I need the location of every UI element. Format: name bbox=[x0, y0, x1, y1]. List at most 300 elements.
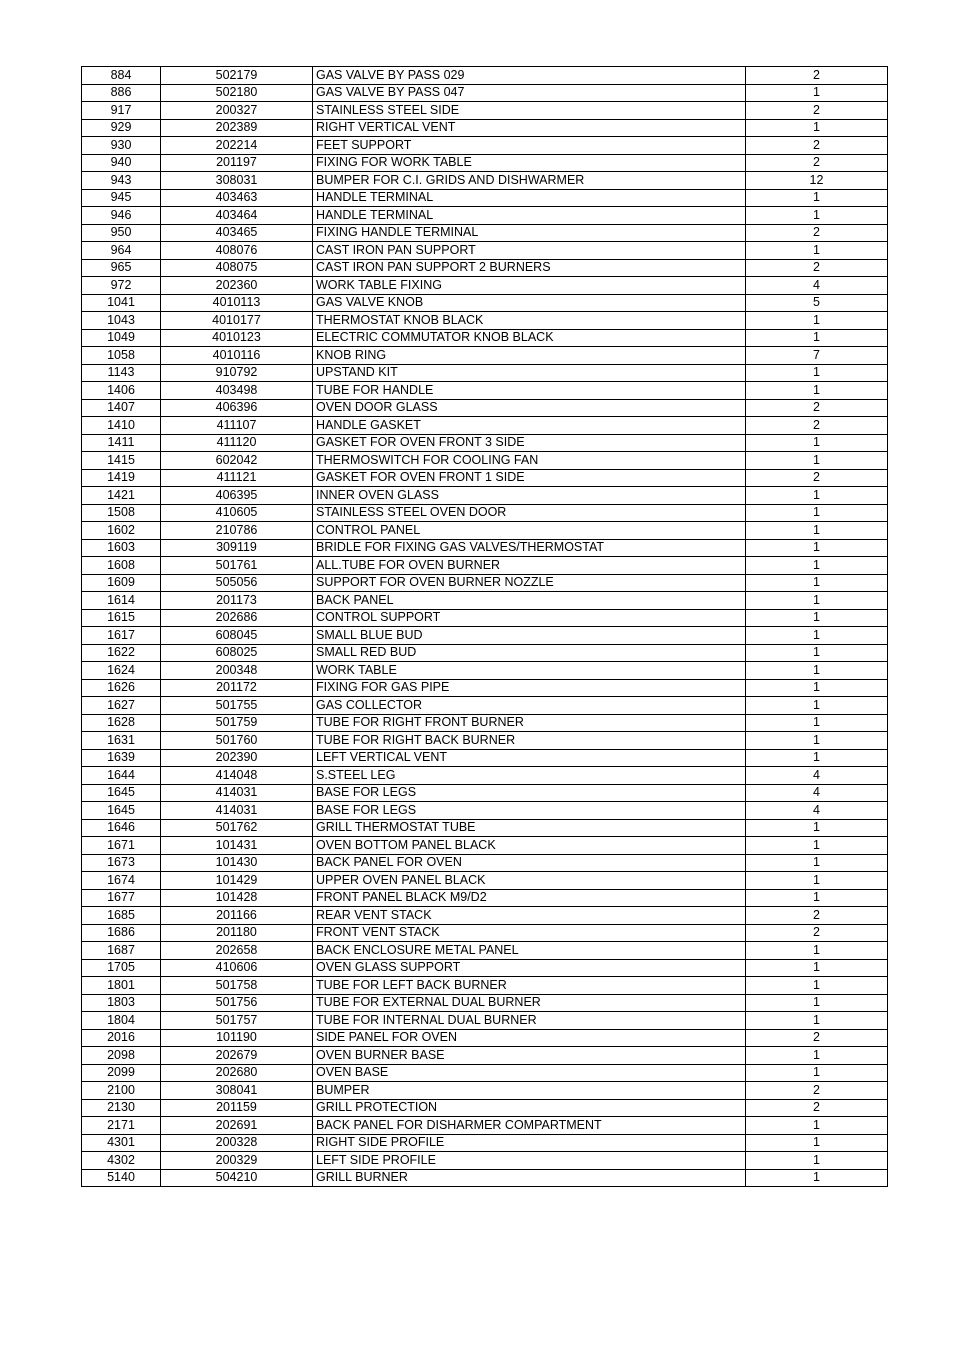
qty-cell: 12 bbox=[746, 172, 888, 190]
description-cell: GAS VALVE KNOB bbox=[313, 294, 746, 312]
description-cell: FEET SUPPORT bbox=[313, 137, 746, 155]
code-cell: 202214 bbox=[161, 137, 313, 155]
qty-cell: 1 bbox=[746, 819, 888, 837]
code-cell: 403464 bbox=[161, 207, 313, 225]
ref-cell: 1406 bbox=[82, 382, 161, 400]
description-cell: HANDLE GASKET bbox=[313, 417, 746, 435]
ref-cell: 1624 bbox=[82, 662, 161, 680]
description-cell: FRONT VENT STACK bbox=[313, 924, 746, 942]
table-row bbox=[82, 364, 888, 382]
qty-cell: 1 bbox=[746, 1012, 888, 1030]
table-row bbox=[82, 872, 888, 890]
ref-cell: 1628 bbox=[82, 714, 161, 732]
qty-cell: 1 bbox=[746, 592, 888, 610]
description-cell: UPPER OVEN PANEL BLACK bbox=[313, 872, 746, 890]
code-cell: 414048 bbox=[161, 767, 313, 785]
description-cell: GAS COLLECTOR bbox=[313, 697, 746, 715]
qty-cell: 1 bbox=[746, 1169, 888, 1187]
description-cell: CAST IRON PAN SUPPORT bbox=[313, 242, 746, 260]
ref-cell: 1508 bbox=[82, 504, 161, 522]
table-row bbox=[82, 714, 888, 732]
description-cell: CAST IRON PAN SUPPORT 2 BURNERS bbox=[313, 259, 746, 277]
description-cell: RIGHT VERTICAL VENT bbox=[313, 119, 746, 137]
description-cell: ELECTRIC COMMUTATOR KNOB BLACK bbox=[313, 329, 746, 347]
ref-cell: 884 bbox=[82, 67, 161, 85]
table-row bbox=[82, 1134, 888, 1152]
qty-cell: 1 bbox=[746, 522, 888, 540]
qty-cell: 1 bbox=[746, 889, 888, 907]
description-cell: RIGHT SIDE PROFILE bbox=[313, 1134, 746, 1152]
qty-cell: 1 bbox=[746, 434, 888, 452]
qty-cell: 2 bbox=[746, 259, 888, 277]
ref-cell: 1407 bbox=[82, 399, 161, 417]
ref-cell: 1043 bbox=[82, 312, 161, 330]
table-row bbox=[82, 67, 888, 85]
ref-cell: 1686 bbox=[82, 924, 161, 942]
description-cell: INNER OVEN GLASS bbox=[313, 487, 746, 505]
description-cell: TUBE FOR RIGHT BACK BURNER bbox=[313, 732, 746, 750]
ref-cell: 1685 bbox=[82, 907, 161, 925]
qty-cell: 1 bbox=[746, 679, 888, 697]
table-row bbox=[82, 294, 888, 312]
description-cell: GAS VALVE BY PASS 029 bbox=[313, 67, 746, 85]
ref-cell: 1671 bbox=[82, 837, 161, 855]
table-row bbox=[82, 242, 888, 260]
table-row bbox=[82, 784, 888, 802]
code-cell: 201180 bbox=[161, 924, 313, 942]
table-row bbox=[82, 959, 888, 977]
code-cell: 403465 bbox=[161, 224, 313, 242]
ref-cell: 1617 bbox=[82, 627, 161, 645]
description-cell: REAR VENT STACK bbox=[313, 907, 746, 925]
description-cell: TUBE FOR INTERNAL DUAL BURNER bbox=[313, 1012, 746, 1030]
qty-cell: 1 bbox=[746, 207, 888, 225]
table-row bbox=[82, 102, 888, 120]
ref-cell: 965 bbox=[82, 259, 161, 277]
qty-cell: 1 bbox=[746, 1117, 888, 1135]
ref-cell: 1603 bbox=[82, 539, 161, 557]
description-cell: CONTROL PANEL bbox=[313, 522, 746, 540]
code-cell: 201172 bbox=[161, 679, 313, 697]
code-cell: 202390 bbox=[161, 749, 313, 767]
description-cell: OVEN GLASS SUPPORT bbox=[313, 959, 746, 977]
description-cell: BACK PANEL FOR OVEN bbox=[313, 854, 746, 872]
ref-cell: 1058 bbox=[82, 347, 161, 365]
ref-cell: 1626 bbox=[82, 679, 161, 697]
qty-cell: 2 bbox=[746, 1082, 888, 1100]
code-cell: 602042 bbox=[161, 452, 313, 470]
code-cell: 202679 bbox=[161, 1047, 313, 1065]
qty-cell: 1 bbox=[746, 574, 888, 592]
code-cell: 414031 bbox=[161, 784, 313, 802]
ref-cell: 1639 bbox=[82, 749, 161, 767]
description-cell: OVEN BOTTOM PANEL BLACK bbox=[313, 837, 746, 855]
qty-cell: 1 bbox=[746, 732, 888, 750]
qty-cell: 1 bbox=[746, 714, 888, 732]
ref-cell: 929 bbox=[82, 119, 161, 137]
code-cell: 4010113 bbox=[161, 294, 313, 312]
table-row bbox=[82, 504, 888, 522]
qty-cell: 1 bbox=[746, 662, 888, 680]
table-row bbox=[82, 854, 888, 872]
ref-cell: 1644 bbox=[82, 767, 161, 785]
ref-cell: 946 bbox=[82, 207, 161, 225]
code-cell: 502179 bbox=[161, 67, 313, 85]
table-row bbox=[82, 1012, 888, 1030]
code-cell: 408075 bbox=[161, 259, 313, 277]
description-cell: BACK PANEL FOR DISHARMER COMPARTMENT bbox=[313, 1117, 746, 1135]
code-cell: 308031 bbox=[161, 172, 313, 190]
description-cell: STAINLESS STEEL OVEN DOOR bbox=[313, 504, 746, 522]
code-cell: 608045 bbox=[161, 627, 313, 645]
code-cell: 408076 bbox=[161, 242, 313, 260]
parts-table bbox=[81, 66, 888, 1187]
description-cell: ALL.TUBE FOR OVEN BURNER bbox=[313, 557, 746, 575]
qty-cell: 1 bbox=[746, 994, 888, 1012]
table-row bbox=[82, 889, 888, 907]
table-row bbox=[82, 469, 888, 487]
table-row bbox=[82, 679, 888, 697]
ref-cell: 1674 bbox=[82, 872, 161, 890]
table-row bbox=[82, 924, 888, 942]
table-row bbox=[82, 942, 888, 960]
code-cell: 410605 bbox=[161, 504, 313, 522]
code-cell: 201173 bbox=[161, 592, 313, 610]
code-cell: 910792 bbox=[161, 364, 313, 382]
description-cell: GASKET FOR OVEN FRONT 3 SIDE bbox=[313, 434, 746, 452]
qty-cell: 1 bbox=[746, 242, 888, 260]
table-row bbox=[82, 119, 888, 137]
table-row bbox=[82, 84, 888, 102]
code-cell: 202658 bbox=[161, 942, 313, 960]
description-cell: OVEN DOOR GLASS bbox=[313, 399, 746, 417]
code-cell: 201197 bbox=[161, 154, 313, 172]
table-row bbox=[82, 592, 888, 610]
ref-cell: 1615 bbox=[82, 609, 161, 627]
description-cell: FIXING FOR GAS PIPE bbox=[313, 679, 746, 697]
description-cell: TUBE FOR LEFT BACK BURNER bbox=[313, 977, 746, 995]
code-cell: 406396 bbox=[161, 399, 313, 417]
table-row bbox=[82, 1082, 888, 1100]
code-cell: 501758 bbox=[161, 977, 313, 995]
qty-cell: 4 bbox=[746, 802, 888, 820]
table-row bbox=[82, 487, 888, 505]
qty-cell: 1 bbox=[746, 452, 888, 470]
table-row bbox=[82, 837, 888, 855]
qty-cell: 1 bbox=[746, 1047, 888, 1065]
code-cell: 501759 bbox=[161, 714, 313, 732]
code-cell: 501757 bbox=[161, 1012, 313, 1030]
code-cell: 101429 bbox=[161, 872, 313, 890]
qty-cell: 1 bbox=[746, 364, 888, 382]
ref-cell: 943 bbox=[82, 172, 161, 190]
table-row bbox=[82, 1047, 888, 1065]
code-cell: 101428 bbox=[161, 889, 313, 907]
table-row bbox=[82, 417, 888, 435]
code-cell: 501762 bbox=[161, 819, 313, 837]
table-row bbox=[82, 347, 888, 365]
ref-cell: 1602 bbox=[82, 522, 161, 540]
description-cell: SMALL BLUE BUD bbox=[313, 627, 746, 645]
qty-cell: 1 bbox=[746, 487, 888, 505]
code-cell: 501755 bbox=[161, 697, 313, 715]
ref-cell: 1411 bbox=[82, 434, 161, 452]
table-row bbox=[82, 627, 888, 645]
ref-cell: 950 bbox=[82, 224, 161, 242]
code-cell: 200327 bbox=[161, 102, 313, 120]
table-row bbox=[82, 662, 888, 680]
description-cell: THERMOSWITCH FOR COOLING FAN bbox=[313, 452, 746, 470]
qty-cell: 2 bbox=[746, 399, 888, 417]
code-cell: 411107 bbox=[161, 417, 313, 435]
qty-cell: 1 bbox=[746, 959, 888, 977]
ref-cell: 972 bbox=[82, 277, 161, 295]
description-cell: WORK TABLE FIXING bbox=[313, 277, 746, 295]
description-cell: OVEN BASE bbox=[313, 1064, 746, 1082]
qty-cell: 2 bbox=[746, 469, 888, 487]
qty-cell: 1 bbox=[746, 84, 888, 102]
description-cell: FRONT PANEL BLACK M9/D2 bbox=[313, 889, 746, 907]
table-row bbox=[82, 312, 888, 330]
code-cell: 403498 bbox=[161, 382, 313, 400]
code-cell: 202686 bbox=[161, 609, 313, 627]
code-cell: 200329 bbox=[161, 1152, 313, 1170]
table-row bbox=[82, 224, 888, 242]
code-cell: 201159 bbox=[161, 1099, 313, 1117]
description-cell: CONTROL SUPPORT bbox=[313, 609, 746, 627]
table-row bbox=[82, 732, 888, 750]
qty-cell: 1 bbox=[746, 382, 888, 400]
ref-cell: 917 bbox=[82, 102, 161, 120]
qty-cell: 2 bbox=[746, 924, 888, 942]
description-cell: KNOB RING bbox=[313, 347, 746, 365]
code-cell: 502180 bbox=[161, 84, 313, 102]
qty-cell: 2 bbox=[746, 1099, 888, 1117]
table-row bbox=[82, 452, 888, 470]
table-row bbox=[82, 994, 888, 1012]
table-row bbox=[82, 189, 888, 207]
table-row bbox=[82, 434, 888, 452]
ref-cell: 886 bbox=[82, 84, 161, 102]
qty-cell: 1 bbox=[746, 977, 888, 995]
code-cell: 101190 bbox=[161, 1029, 313, 1047]
code-cell: 101430 bbox=[161, 854, 313, 872]
table-row bbox=[82, 802, 888, 820]
code-cell: 411121 bbox=[161, 469, 313, 487]
table-row bbox=[82, 399, 888, 417]
qty-cell: 2 bbox=[746, 1029, 888, 1047]
ref-cell: 1143 bbox=[82, 364, 161, 382]
ref-cell: 1627 bbox=[82, 697, 161, 715]
table-row bbox=[82, 609, 888, 627]
code-cell: 4010116 bbox=[161, 347, 313, 365]
qty-cell: 1 bbox=[746, 119, 888, 137]
code-cell: 200328 bbox=[161, 1134, 313, 1152]
code-cell: 411120 bbox=[161, 434, 313, 452]
description-cell: OVEN BURNER BASE bbox=[313, 1047, 746, 1065]
table-row bbox=[82, 1099, 888, 1117]
description-cell: WORK TABLE bbox=[313, 662, 746, 680]
description-cell: BUMPER bbox=[313, 1082, 746, 1100]
code-cell: 504210 bbox=[161, 1169, 313, 1187]
ref-cell: 1415 bbox=[82, 452, 161, 470]
qty-cell: 1 bbox=[746, 872, 888, 890]
code-cell: 202360 bbox=[161, 277, 313, 295]
description-cell: GRILL BURNER bbox=[313, 1169, 746, 1187]
qty-cell: 2 bbox=[746, 67, 888, 85]
description-cell: LEFT SIDE PROFILE bbox=[313, 1152, 746, 1170]
qty-cell: 2 bbox=[746, 154, 888, 172]
ref-cell: 1608 bbox=[82, 557, 161, 575]
ref-cell: 1646 bbox=[82, 819, 161, 837]
table-row bbox=[82, 172, 888, 190]
qty-cell: 2 bbox=[746, 417, 888, 435]
qty-cell: 1 bbox=[746, 942, 888, 960]
description-cell: GAS VALVE BY PASS 047 bbox=[313, 84, 746, 102]
ref-cell: 2130 bbox=[82, 1099, 161, 1117]
table-row bbox=[82, 137, 888, 155]
table-row bbox=[82, 207, 888, 225]
ref-cell: 2099 bbox=[82, 1064, 161, 1082]
ref-cell: 1419 bbox=[82, 469, 161, 487]
code-cell: 308041 bbox=[161, 1082, 313, 1100]
table-row bbox=[82, 1152, 888, 1170]
qty-cell: 2 bbox=[746, 137, 888, 155]
description-cell: UPSTAND KIT bbox=[313, 364, 746, 382]
description-cell: HANDLE TERMINAL bbox=[313, 207, 746, 225]
qty-cell: 1 bbox=[746, 627, 888, 645]
table-row bbox=[82, 329, 888, 347]
ref-cell: 1645 bbox=[82, 784, 161, 802]
qty-cell: 5 bbox=[746, 294, 888, 312]
qty-cell: 1 bbox=[746, 189, 888, 207]
qty-cell: 1 bbox=[746, 539, 888, 557]
code-cell: 414031 bbox=[161, 802, 313, 820]
table-row bbox=[82, 907, 888, 925]
code-cell: 4010177 bbox=[161, 312, 313, 330]
description-cell: BASE FOR LEGS bbox=[313, 784, 746, 802]
ref-cell: 2171 bbox=[82, 1117, 161, 1135]
ref-cell: 4301 bbox=[82, 1134, 161, 1152]
description-cell: S.STEEL LEG bbox=[313, 767, 746, 785]
ref-cell: 1803 bbox=[82, 994, 161, 1012]
table-row bbox=[82, 697, 888, 715]
code-cell: 4010123 bbox=[161, 329, 313, 347]
ref-cell: 1410 bbox=[82, 417, 161, 435]
qty-cell: 2 bbox=[746, 907, 888, 925]
table-row bbox=[82, 1117, 888, 1135]
description-cell: BUMPER FOR C.I. GRIDS AND DISHWARMER bbox=[313, 172, 746, 190]
qty-cell: 1 bbox=[746, 697, 888, 715]
ref-cell: 964 bbox=[82, 242, 161, 260]
qty-cell: 1 bbox=[746, 749, 888, 767]
table-row bbox=[82, 819, 888, 837]
ref-cell: 1687 bbox=[82, 942, 161, 960]
table-row bbox=[82, 557, 888, 575]
description-cell: TUBE FOR HANDLE bbox=[313, 382, 746, 400]
code-cell: 202389 bbox=[161, 119, 313, 137]
description-cell: BASE FOR LEGS bbox=[313, 802, 746, 820]
ref-cell: 940 bbox=[82, 154, 161, 172]
ref-cell: 1705 bbox=[82, 959, 161, 977]
description-cell: SIDE PANEL FOR OVEN bbox=[313, 1029, 746, 1047]
table-row bbox=[82, 977, 888, 995]
description-cell: SMALL RED BUD bbox=[313, 644, 746, 662]
description-cell: FIXING FOR WORK TABLE bbox=[313, 154, 746, 172]
description-cell: GRILL PROTECTION bbox=[313, 1099, 746, 1117]
ref-cell: 2100 bbox=[82, 1082, 161, 1100]
description-cell: TUBE FOR EXTERNAL DUAL BURNER bbox=[313, 994, 746, 1012]
ref-cell: 945 bbox=[82, 189, 161, 207]
table-row bbox=[82, 277, 888, 295]
qty-cell: 4 bbox=[746, 767, 888, 785]
table-row bbox=[82, 749, 888, 767]
description-cell: BACK ENCLOSURE METAL PANEL bbox=[313, 942, 746, 960]
description-cell: BACK PANEL bbox=[313, 592, 746, 610]
code-cell: 309119 bbox=[161, 539, 313, 557]
ref-cell: 930 bbox=[82, 137, 161, 155]
description-cell: HANDLE TERMINAL bbox=[313, 189, 746, 207]
table-row bbox=[82, 574, 888, 592]
code-cell: 501760 bbox=[161, 732, 313, 750]
description-cell: SUPPORT FOR OVEN BURNER NOZZLE bbox=[313, 574, 746, 592]
description-cell: BRIDLE FOR FIXING GAS VALVES/THERMOSTAT bbox=[313, 539, 746, 557]
table-row bbox=[82, 259, 888, 277]
ref-cell: 1645 bbox=[82, 802, 161, 820]
qty-cell: 1 bbox=[746, 609, 888, 627]
description-cell: GASKET FOR OVEN FRONT 1 SIDE bbox=[313, 469, 746, 487]
ref-cell: 1421 bbox=[82, 487, 161, 505]
qty-cell: 1 bbox=[746, 329, 888, 347]
qty-cell: 1 bbox=[746, 837, 888, 855]
code-cell: 403463 bbox=[161, 189, 313, 207]
ref-cell: 1614 bbox=[82, 592, 161, 610]
table-row bbox=[82, 1064, 888, 1082]
ref-cell: 1801 bbox=[82, 977, 161, 995]
description-cell: LEFT VERTICAL VENT bbox=[313, 749, 746, 767]
code-cell: 501761 bbox=[161, 557, 313, 575]
code-cell: 202691 bbox=[161, 1117, 313, 1135]
code-cell: 202680 bbox=[161, 1064, 313, 1082]
description-cell: THERMOSTAT KNOB BLACK bbox=[313, 312, 746, 330]
table-row bbox=[82, 1029, 888, 1047]
ref-cell: 2098 bbox=[82, 1047, 161, 1065]
description-cell: GRILL THERMOSTAT TUBE bbox=[313, 819, 746, 837]
table-row bbox=[82, 767, 888, 785]
code-cell: 410606 bbox=[161, 959, 313, 977]
qty-cell: 2 bbox=[746, 224, 888, 242]
table-row bbox=[82, 522, 888, 540]
description-cell: TUBE FOR RIGHT FRONT BURNER bbox=[313, 714, 746, 732]
qty-cell: 1 bbox=[746, 1134, 888, 1152]
qty-cell: 1 bbox=[746, 1152, 888, 1170]
qty-cell: 1 bbox=[746, 1064, 888, 1082]
code-cell: 201166 bbox=[161, 907, 313, 925]
ref-cell: 5140 bbox=[82, 1169, 161, 1187]
code-cell: 210786 bbox=[161, 522, 313, 540]
ref-cell: 1049 bbox=[82, 329, 161, 347]
qty-cell: 4 bbox=[746, 277, 888, 295]
ref-cell: 2016 bbox=[82, 1029, 161, 1047]
ref-cell: 1677 bbox=[82, 889, 161, 907]
qty-cell: 2 bbox=[746, 102, 888, 120]
description-cell: FIXING HANDLE TERMINAL bbox=[313, 224, 746, 242]
ref-cell: 1804 bbox=[82, 1012, 161, 1030]
code-cell: 608025 bbox=[161, 644, 313, 662]
qty-cell: 1 bbox=[746, 644, 888, 662]
ref-cell: 1609 bbox=[82, 574, 161, 592]
code-cell: 406395 bbox=[161, 487, 313, 505]
